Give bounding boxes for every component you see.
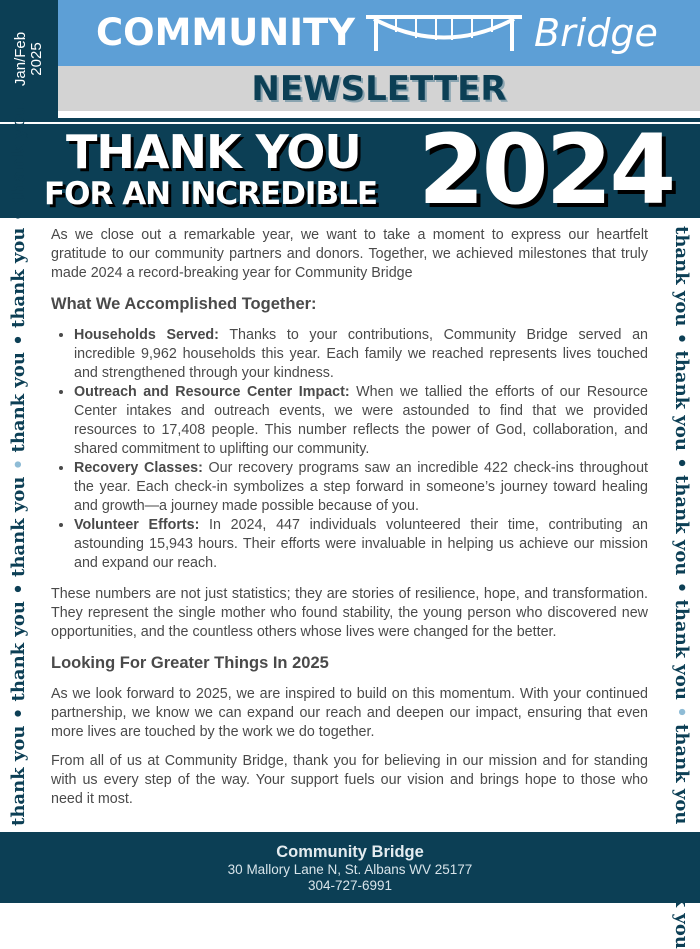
border-phrase: thank you xyxy=(671,724,692,825)
bullet-text: Our recovery programs saw an incredible 422 check-ins throughout the year. Each check-in symbolizes a step forward in someone’s journey toward healing and growth—a journey made possible because of you. xyxy=(74,460,648,514)
bullet-text: When we tallied the efforts of our Resource Center intakes and outreach events, we were astounded to find that we provided resources to 17,408 people. This number reflects the power of God, collaboration, and shared commitment to uplifting our community. xyxy=(74,384,649,457)
footer-address: 30 Mallory Lane N, St. Albans WV 25177 xyxy=(227,862,473,877)
headline-for-an-incredible: FOR AN INCREDIBLE xyxy=(44,176,378,212)
headline-banner xyxy=(0,114,700,226)
newsletter-title: NEWSLETTER xyxy=(251,68,507,109)
headline-year: 2024 xyxy=(418,114,674,226)
article-body xyxy=(51,226,648,819)
right-border-text: thank you • thank you • thank you • thank you • thank you xyxy=(670,226,692,826)
issue-months: Jan/Feb xyxy=(11,31,29,87)
border-phrase: thank you xyxy=(8,227,29,328)
list-item xyxy=(74,459,648,516)
brand-community-word: COMMUNITY xyxy=(96,11,356,54)
issue-year: 2025 xyxy=(27,42,45,76)
bridge-logo-icon xyxy=(366,12,522,54)
accomplishments-list xyxy=(51,326,648,573)
intro-paragraph: As we close out a remarkable year, we want to take a moment to express our heartfelt gratitude to our community partners and donors. Together, we achieved milestones that truly made 2024 a record-breaking year for Community Bridge xyxy=(51,227,648,281)
list-item xyxy=(74,516,648,573)
brand-bridge-word: Bridge xyxy=(534,11,658,55)
bullet-label: Households Served: xyxy=(74,327,219,343)
closing-paragraph: From all of us at Community Bridge, thank you for believing in our mission and for standing with us every step of the way. Your support fuels our vision and brings hope to those who need it most. xyxy=(51,753,648,807)
section-heading-accomplished: What We Accomplished Together: xyxy=(51,295,317,313)
border-phrase: thank you xyxy=(671,599,692,700)
bullet-text: In 2024, 447 individuals volunteered their time, contributing an astounding 15,943 hours. Their efforts were invaluable in helping us achieve our mission and expand our reach. xyxy=(74,517,648,571)
forward-paragraph: As we look forward to 2025, we are inspired to build on this momentum. With your continued partnership, we know we can expand our reach and deepen our impact, ensuring that even more lives are touched by the work we do together. xyxy=(51,686,648,740)
footer-phone: 304-727-6991 xyxy=(307,878,393,893)
footer-org-name: Community Bridge xyxy=(276,843,424,861)
border-phrase: thank you xyxy=(8,103,29,204)
border-phrase: thank you xyxy=(8,601,29,702)
stories-paragraph: These numbers are not just statistics; they are stories of resilience, hope, and transformation. They represent the single mother who found stability, the young person who discovered new opportunities, and the countless others whose lives were changed for the better. xyxy=(51,586,648,640)
footer xyxy=(0,832,700,903)
section-heading-2025: Looking For Greater Things In 2025 xyxy=(51,654,329,672)
newsletter-band xyxy=(58,66,700,111)
list-item xyxy=(74,326,648,383)
bullet-label: Recovery Classes: xyxy=(74,460,203,476)
border-phrase: thank you xyxy=(8,725,29,826)
bullet-text: Thanks to your contributions, Community Bridge served an incredible 9,962 households this year. Each family we reached represents lives touched and strengthened through your kindness. xyxy=(74,327,648,381)
list-item xyxy=(74,383,648,459)
border-phrase: thank you xyxy=(671,475,692,576)
border-phrase: thank you xyxy=(671,350,692,451)
bullet-label: Volunteer Efforts: xyxy=(74,517,200,533)
headline-thank-you: THANK YOU xyxy=(66,125,361,179)
border-phrase: thank you xyxy=(671,226,692,327)
left-border-text: thank you • thank you • thank you • thank you • thank you • thank you xyxy=(8,103,29,826)
issue-date-tab xyxy=(0,0,58,118)
right-thank-you-border xyxy=(670,226,692,826)
border-phrase: thank you xyxy=(8,476,29,577)
left-thank-you-border xyxy=(8,103,30,826)
border-phrase: thank you xyxy=(8,352,29,453)
bullet-label: Outreach and Resource Center Impact: xyxy=(74,384,350,400)
